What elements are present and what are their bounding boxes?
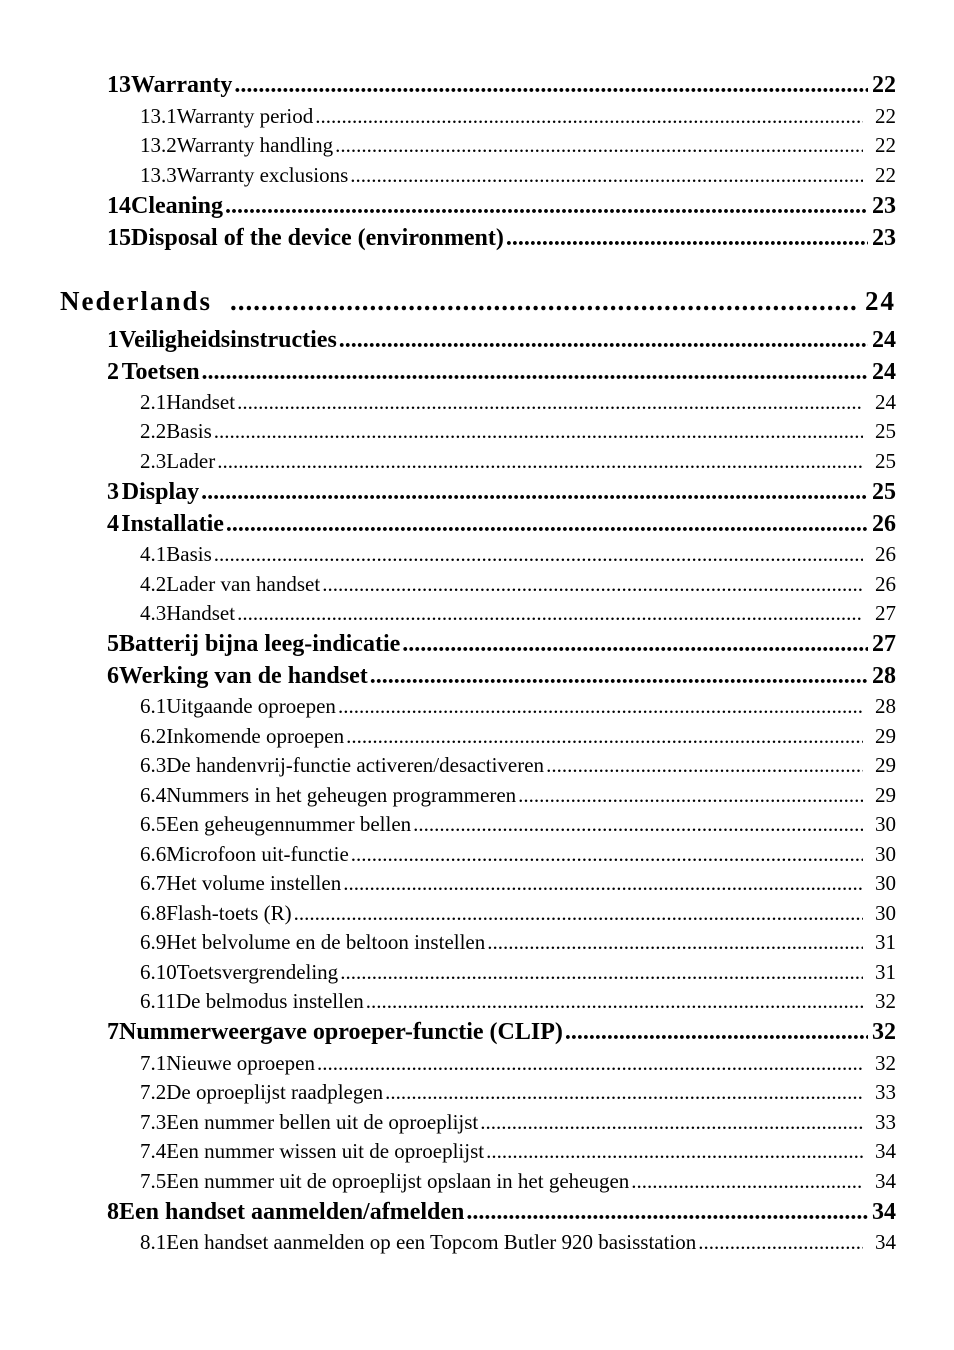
entry-number: 8 [107, 1199, 119, 1225]
leader-dots [237, 390, 863, 415]
entry-title: Toetsen [121, 359, 200, 385]
leader-dots [214, 542, 863, 567]
leader-dots [339, 327, 868, 354]
toc-entry[interactable] [140, 783, 896, 808]
toc-entry[interactable] [140, 1110, 896, 1135]
toc-entry[interactable] [140, 390, 896, 415]
entry-page: 24 [872, 359, 896, 385]
toc-entry[interactable] [140, 1080, 896, 1105]
entry-title: Inkomende oproepen [166, 724, 345, 748]
entry-page: 22 [872, 72, 896, 98]
entry-title: Handset [166, 601, 236, 625]
toc-entry[interactable] [107, 479, 896, 506]
entry-page: 28 [875, 694, 896, 718]
entry-title: Een nummer uit de oproeplijst opslaan in het geheugen [166, 1169, 630, 1193]
entry-page: 25 [875, 419, 896, 443]
entry-page: 34 [875, 1230, 896, 1254]
entry-title: Toetsvergrendeling [176, 960, 339, 984]
entry-page: 33 [875, 1080, 896, 1104]
entry-number: 6 [107, 663, 119, 689]
entry-number: 4.1 [140, 542, 167, 566]
toc-entry[interactable] [140, 133, 896, 158]
toc-entry[interactable] [140, 163, 896, 188]
entry-page: 22 [875, 133, 896, 157]
entry-number: 2.2 [140, 419, 167, 443]
leader-dots [343, 871, 863, 896]
toc-entry[interactable] [140, 449, 896, 474]
entry-title: Warranty [131, 72, 233, 98]
entry-title: Een handset aanmelden op een Topcom Butler 920 basisstation [166, 1230, 697, 1254]
entry-page: 31 [875, 960, 896, 984]
entry-title: Lader van handset [166, 572, 321, 596]
entry-page: 25 [875, 449, 896, 473]
entry-page: 28 [872, 663, 896, 689]
entry-number: 6.7 [140, 871, 167, 895]
entry-number: 6.5 [140, 812, 167, 836]
toc-entry[interactable] [107, 1019, 896, 1046]
entry-number: 6.2 [140, 724, 167, 748]
leader-dots [225, 193, 868, 220]
toc-entry[interactable] [140, 601, 896, 626]
entry-title: Disposal of the device (environment) [131, 225, 504, 251]
entry-title: Display [121, 479, 200, 505]
entry-title: Flash-toets (R) [166, 901, 292, 925]
entry-number: 7.3 [140, 1110, 167, 1134]
leader-dots [294, 901, 863, 926]
entry-page: 30 [875, 901, 896, 925]
leader-dots [518, 783, 863, 808]
entry-title: Het volume instellen [166, 871, 342, 895]
entry-title: Warranty period [176, 104, 314, 128]
entry-number: 5 [107, 631, 119, 657]
entry-number: 8.1 [140, 1230, 167, 1254]
entry-page: 24 [872, 327, 896, 353]
entry-number: 4.2 [140, 572, 167, 596]
leader-dots [217, 449, 863, 474]
entry-page: 30 [875, 871, 896, 895]
entry-number: 7.2 [140, 1080, 167, 1104]
entry-number: 6.1 [140, 694, 167, 718]
entry-page: 32 [872, 1019, 896, 1045]
entry-title: De handenvrij-functie activeren/desactiveren [166, 753, 545, 777]
entry-number: 7.5 [140, 1169, 167, 1193]
entry-number: 1 [107, 327, 119, 353]
entry-number: 6.8 [140, 901, 167, 925]
leader-dots [237, 601, 863, 626]
entry-title: Werking van de handset [119, 663, 368, 689]
toc-entry[interactable] [140, 930, 896, 955]
leader-dots [201, 479, 868, 506]
entry-page: 29 [875, 724, 896, 748]
entry-title: Cleaning [131, 193, 224, 219]
entry-title: Warranty handling [176, 133, 334, 157]
leader-dots [335, 133, 863, 158]
entry-title: Een geheugennummer bellen [166, 812, 412, 836]
toc-entry[interactable] [107, 225, 896, 252]
leader-dots [338, 694, 863, 719]
entry-number: 13.2 [140, 133, 177, 157]
toc-entry[interactable] [107, 663, 896, 690]
entry-number: 6.6 [140, 842, 167, 866]
toc-entry[interactable] [107, 193, 896, 220]
leader-dots [226, 511, 868, 538]
entry-page: 31 [875, 930, 896, 954]
entry-title: Warranty exclusions [176, 163, 349, 187]
entry-title: Batterij bijna leeg-indicatie [119, 631, 401, 657]
toc-entry[interactable] [140, 1051, 896, 1076]
entry-page: 24 [865, 286, 896, 316]
entry-number: 6.4 [140, 783, 167, 807]
leader-dots [565, 1019, 868, 1046]
entry-page: 30 [875, 842, 896, 866]
entry-title: Basis [166, 542, 212, 566]
entry-number: 15 [107, 225, 131, 251]
entry-page: 34 [875, 1169, 896, 1193]
entry-page: 23 [872, 225, 896, 251]
leader-dots [230, 286, 859, 317]
toc-entry[interactable] [140, 542, 896, 567]
leader-dots [506, 225, 868, 252]
entry-number: 2 [107, 359, 119, 385]
leader-dots [315, 104, 863, 129]
entry-page: 29 [875, 753, 896, 777]
toc-entry[interactable] [140, 1230, 896, 1255]
entry-title: Handset [166, 390, 236, 414]
leader-dots [466, 1199, 868, 1226]
language-title: Nederlands [60, 286, 213, 316]
toc-entry[interactable] [140, 572, 896, 597]
entry-title: Een handset aanmelden/afmelden [119, 1199, 465, 1225]
toc-entry[interactable] [140, 960, 896, 985]
entry-number: 6.11 [140, 989, 176, 1013]
entry-title: Het belvolume en de beltoon instellen [166, 930, 486, 954]
entry-title: Microfoon uit-functie [166, 842, 349, 866]
toc-entry[interactable] [107, 72, 896, 99]
toc-entry[interactable] [140, 753, 896, 778]
entry-title: Een nummer wissen uit de oproeplijst [166, 1139, 485, 1163]
entry-page: 34 [872, 1199, 896, 1225]
leader-dots [346, 724, 863, 749]
toc-entry[interactable] [140, 1139, 896, 1164]
toc-entry[interactable] [140, 812, 896, 837]
entry-title: Basis [166, 419, 212, 443]
entry-number: 3 [107, 479, 119, 505]
entry-number: 4.3 [140, 601, 167, 625]
entry-page: 26 [875, 572, 896, 596]
leader-dots [214, 419, 863, 444]
entry-page: 32 [875, 989, 896, 1013]
entry-page: 32 [875, 1051, 896, 1075]
leader-dots [402, 631, 868, 658]
toc-entry[interactable] [140, 694, 896, 719]
leader-dots [202, 359, 868, 386]
entry-page: 34 [875, 1139, 896, 1163]
entry-number: 13 [107, 72, 131, 98]
leader-dots [350, 163, 863, 188]
toc-language-heading[interactable] [60, 286, 896, 317]
entry-page: 30 [875, 812, 896, 836]
entry-title: De oproeplijst raadplegen [166, 1080, 384, 1104]
entry-title: Een nummer bellen uit de oproeplijst [166, 1110, 479, 1134]
entry-page: 33 [875, 1110, 896, 1134]
entry-title: Nummers in het geheugen programmeren [166, 783, 517, 807]
entry-title: De belmodus instellen [175, 989, 364, 1013]
toc-entry[interactable] [107, 1199, 896, 1226]
entry-number: 6.3 [140, 753, 167, 777]
entry-number: 13.1 [140, 104, 177, 128]
entry-page: 26 [872, 511, 896, 537]
leader-dots [698, 1230, 863, 1255]
entry-number: 2.1 [140, 390, 167, 414]
toc-entry[interactable] [140, 901, 896, 926]
entry-page: 23 [872, 193, 896, 219]
leader-dots [234, 72, 868, 99]
toc-entry[interactable] [107, 327, 896, 354]
entry-number: 6.10 [140, 960, 177, 984]
entry-number: 7.4 [140, 1139, 167, 1163]
leader-dots [340, 960, 863, 985]
entry-number: 2.3 [140, 449, 167, 473]
toc-entry[interactable] [140, 871, 896, 896]
entry-title: Veiligheidsinstructies [119, 327, 337, 353]
toc-entry[interactable] [140, 989, 896, 1014]
entry-page: 25 [872, 479, 896, 505]
toc-entry[interactable] [140, 1169, 896, 1194]
entry-page: 27 [875, 601, 896, 625]
entry-number: 4 [107, 511, 119, 537]
entry-title: Installatie [121, 511, 224, 537]
leader-dots [487, 930, 863, 955]
leader-dots [546, 753, 863, 778]
toc-entry[interactable] [140, 724, 896, 749]
entry-number: 7 [107, 1019, 119, 1045]
leader-dots [480, 1110, 863, 1135]
entry-page: 22 [875, 163, 896, 187]
entry-title: Uitgaande oproepen [166, 694, 336, 718]
leader-dots [317, 1051, 863, 1076]
leader-dots [351, 842, 863, 867]
entry-number: 13.3 [140, 163, 177, 187]
entry-page: 24 [875, 390, 896, 414]
toc-entry[interactable] [107, 359, 896, 386]
leader-dots [631, 1169, 863, 1194]
toc-entry[interactable] [107, 511, 896, 538]
leader-dots [370, 663, 868, 690]
entry-page: 27 [872, 631, 896, 657]
toc-entry[interactable] [140, 842, 896, 867]
leader-dots [366, 989, 863, 1014]
leader-dots [385, 1080, 863, 1105]
entry-title: Nieuwe oproepen [166, 1051, 315, 1075]
entry-number: 14 [107, 193, 131, 219]
entry-page: 22 [875, 104, 896, 128]
leader-dots [322, 572, 863, 597]
toc-entry[interactable] [107, 631, 896, 658]
entry-number: 6.9 [140, 930, 167, 954]
entry-page: 29 [875, 783, 896, 807]
leader-dots [486, 1139, 863, 1164]
entry-page: 26 [875, 542, 896, 566]
toc-entry[interactable] [140, 419, 896, 444]
entry-number: 7.1 [140, 1051, 167, 1075]
toc-entry[interactable] [140, 104, 896, 129]
entry-title: Nummerweergave oproeper-functie (CLIP) [119, 1019, 563, 1045]
leader-dots [413, 812, 863, 837]
entry-title: Lader [166, 449, 216, 473]
